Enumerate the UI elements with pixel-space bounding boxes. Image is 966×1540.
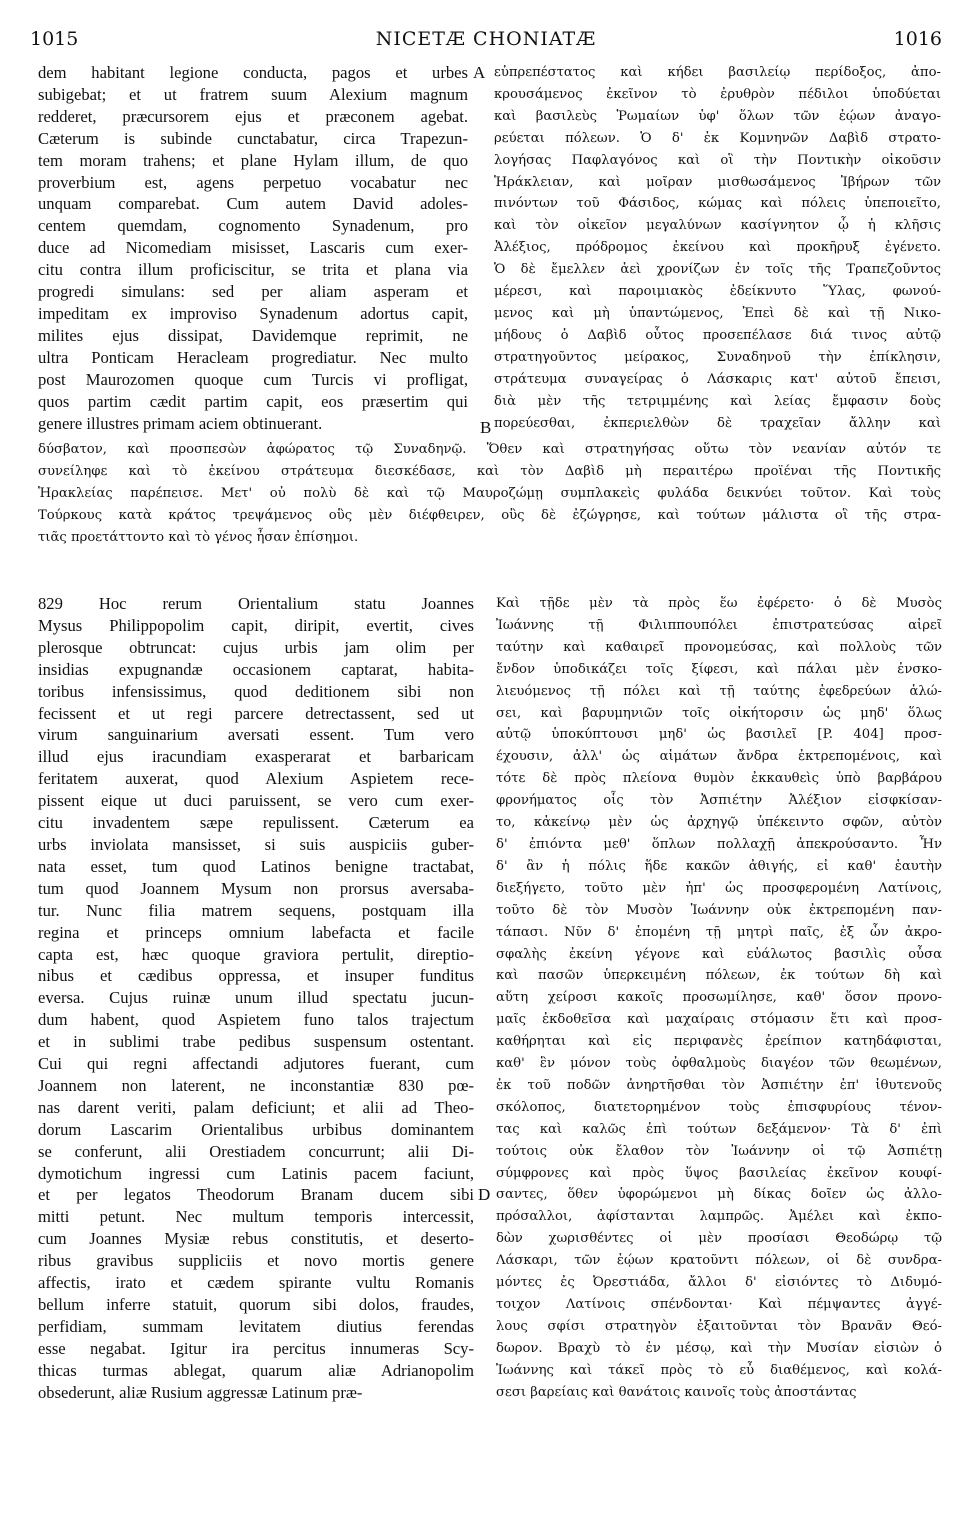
text-line: mitti petunt. Nec multum temporis intercessit, xyxy=(38,1207,474,1227)
text-line: pissent eique ut duci paruissent, se vero cum exer- xyxy=(38,791,474,811)
text-line: impeditam ex improviso Synadenum adortus capit, xyxy=(38,303,468,323)
latin-column-top xyxy=(38,62,468,434)
page-header xyxy=(30,26,942,52)
text-line: τότε δὲ πρὸς πλείονα θυμὸν ἐκκαυθεὶς ὑπὸ βαρβάρου xyxy=(496,771,942,787)
text-line: plerosque obtruncat: cujus urbis jam olim per xyxy=(38,637,474,657)
text-line: proverbium est, agens perpetuo vocabatur nec xyxy=(38,172,468,192)
text-line: τούτοις οὐκ ἔλαθον τὸν Ἰωάννην οἱ τῷ Ἀσπιέτῃ xyxy=(496,1143,942,1159)
text-line: se conferunt, alii Orestiadem concurrunt; alii Di- xyxy=(38,1141,474,1161)
text-line: έχουσιν, ἀλλ' ὡς αἱμάτων ἄνδρα ἐκτρεπομένοις, καὶ xyxy=(496,749,942,765)
text-line: ribus gravibus suppliciis et novo mortis genere xyxy=(38,1251,474,1271)
text-line: obsederunt, aliæ Rusium aggressæ Latinum præ- xyxy=(38,1382,363,1402)
text-line: τάπασι. Νῦν δ' ἑπομένη τῇ μητρὶ παῖς, ἐξ ὧν ἀκρο- xyxy=(496,924,942,940)
text-line: dem habitant legione conducta, pagos et urbes xyxy=(38,63,468,82)
text-line: καθήρηται καὶ εἰς περιφανὲς ἐρείπιον κατηδάφισται, xyxy=(496,1034,942,1050)
text-line: centem quemdam, cognomento Synadenum, pro xyxy=(38,216,468,236)
text-line: δ' ἐπιόντα μεθ' ὅπλων πολλαχῇ ἀπεκρούσαντο. Ἦν xyxy=(496,836,942,852)
text-line: insidias expugnandæ occasionem captarat, habita- xyxy=(38,659,474,679)
text-line: κρουσάμενος ἐκεῖνον τὸ ἐρυθρὸν πέδιλοι ὑποδύεται xyxy=(494,86,941,102)
text-line: σαντες, ὅθεν ὑφορώμενοι μὴ δίκας δοῖεν ὡς ἀλλο- xyxy=(496,1187,942,1203)
text-line: feritatem auxerat, quod Alexium Aspietem rece- xyxy=(38,769,474,789)
text-line: συνείληφε καὶ τὸ ἐκείνου στράτευμα διεσκέδασε, καὶ τὸν Δαβὶδ μὴ περαιτέρω προϊέναι τῆς Ποντικῆς xyxy=(38,463,941,479)
text-line: σκόλοπος, διατετορημένον τοὺς ἐπισφυρίους τένον- xyxy=(496,1099,942,1115)
text-line: capta est, hæc quoque graviora pertulit, direptio- xyxy=(38,944,474,964)
text-line: tum quod Joannem Mysum non prorsus aversaba- xyxy=(38,878,474,898)
text-line: καὶ πασῶν ὑπερκειμένη πόλεων, ἐκ τούτων δὴ καὶ xyxy=(496,968,942,984)
text-line: φρονήματος οἷς τὸν Ἀσπιέτην Ἀλέξιον εἰσφκίσαν- xyxy=(496,793,942,809)
text-line: nibus et cædibus oppressa, et insuper funditus xyxy=(38,966,474,986)
text-line: διὰ μὲν τῆς τετριμμένης καὶ λείας ἔμφασιν δοὺς xyxy=(494,393,941,409)
text-line: τοιχον Λατίνοις σπένδονται· Καὶ πέμψαντες ἀγγέ- xyxy=(496,1297,942,1312)
latin-column-bottom xyxy=(38,593,474,1404)
text-line: nas darent veriti, palam deficiunt; et alii ad Theo- xyxy=(38,1097,474,1117)
text-line: progredi simulans: sed per aliam asperam et xyxy=(38,282,468,302)
text-line: unquam comparebat. Cum autem David adoles- xyxy=(38,194,468,214)
text-line: regina et princeps omnium labefacta et facile xyxy=(38,922,474,942)
text-line: et in sublimi trabe pedibus suspensum ostentant. xyxy=(38,1032,474,1052)
text-line: dorum Lascarim Orientalibus urbibus dominantem xyxy=(38,1119,474,1139)
text-line: 829 Hoc rerum Orientalium statu Joannes xyxy=(38,594,474,613)
text-line: Ἀλέξιος, πρόδρομος ἐκείνου καὶ προκῆρυξ ἐγένετο. xyxy=(494,240,941,256)
text-line: et per legatos Theodorum Branam ducem sibi xyxy=(38,1185,474,1205)
text-line: μόντες ἐς Ὀρεστιάδα, ἄλλοι δ' εἰσιόντες τὸ Διδυμό- xyxy=(496,1275,942,1291)
text-line: τας καὶ καλῶς ἐπὶ τούτων δεξάμενον· Τὰ δ' ἐπὶ xyxy=(496,1121,942,1137)
text-line: Cui qui regni affectandi adjutores fuerant, cum xyxy=(38,1054,474,1074)
text-line: καθ' ἓν μόνον τοὺς ὀφθαλμοὺς διαγέον τῶν θεωμένων, xyxy=(496,1056,942,1072)
text-line: nata esset, tum quod Latinos benigne tractabat, xyxy=(38,856,474,876)
text-line: Cæterum is subinde cunctabatur, circa Trapezun- xyxy=(38,128,468,148)
page-number-right: 1016 xyxy=(893,28,942,50)
text-line: illud ejus iracundiam exasperarat et barbaricam xyxy=(38,747,474,767)
text-line: καὶ τὸν οἰκεῖον μεγαλύνων κασίγνητον ᾧ ἡ κλῆσις xyxy=(494,218,941,234)
text-line: τοῦτο δὲ τὸν Μυσὸν Ἰωάννην οὐκ ἐκτρεπομένη παν- xyxy=(496,902,942,918)
text-line: dymotichum ingressi cum Latinis pacem faciunt, xyxy=(38,1163,474,1183)
text-line: δωρον. Βραχὺ τὸ ἐν μέσῳ, καὶ τὴν Μυσίαν εἰσιὼν ὁ xyxy=(496,1340,942,1356)
text-line: Ἡρακλείας παρέπεισε. Μετ' οὐ πολὺ δὲ καὶ τῷ Μαυροζώμῃ συμπλακεὶς φυλάδα δεικνύει τοῦτον. Καὶ τοὺς xyxy=(38,485,941,501)
text-line: bellum inferre statuit, quorum sibi dolos, fraudes, xyxy=(38,1295,474,1314)
text-line: tur. Nunc filia matrem sequens, postquam illa xyxy=(38,900,474,920)
text-line: Ἰωάννης τῇ Φιλιππουπόλει ἐπιστρατεύσας αἱρεῖ xyxy=(496,617,942,633)
text-line: δύσβατον, καὶ προσπεσὼν ἀφώρατος τῷ Συναδηνῷ. Ὅθεν καὶ στρατηγήσας οὕτω τὸν νεανίαν αὐτόν τε xyxy=(38,442,941,457)
margin-marker-b: B xyxy=(480,418,492,437)
text-line: δὼν χωρισθέντες οἱ μὲν προσίασι Θεοδώρῳ τῷ xyxy=(496,1231,942,1247)
text-line: ultra Ponticam Heracleam progrediatur. Nec multo xyxy=(38,347,468,367)
text-line: μαῖς ἐκδοθεῖσα καὶ μαχαίραις στόμασιν ἔτι καὶ προσ- xyxy=(496,1012,942,1028)
text-line: Ὁ δὲ ἔμελλεν ἀεὶ χρονίζων ἐν τοῖς τῆς Τραπεζοῦντος xyxy=(494,262,941,278)
text-line: λιευόμενος τῇ πόλει καὶ τῇ ταύτης ἐφεδρεύων ἁλώ- xyxy=(496,683,942,699)
text-line: Ἰωάννης καὶ τάκεῖ πρὸς τὸ εὖ διαθέμενος, καὶ κολά- xyxy=(496,1362,942,1378)
margin-marker-a: A xyxy=(473,63,486,82)
running-title: NICETÆ CHONIATÆ xyxy=(375,28,597,50)
text-line: το, κἀκείνῳ μὲν ὡς ἀρχηγῷ ὑπέκειντο σφῶν, αὐτὸν xyxy=(496,815,942,831)
text-line: αὕτη χείροσι κακοῖς προσωμίλησε, καθ' ὅσον προνο- xyxy=(496,990,942,1006)
text-line: μήδους ὁ Δαβὶδ οὗτος προσεπέλασε διά τινος αὐτῷ xyxy=(494,327,941,343)
text-line: affectis, irato et cædem spirante vultu Romanis xyxy=(38,1273,474,1293)
text-line: tem moram trahens; et plane Hylam illum, de quo xyxy=(38,150,468,170)
text-line: σύμφρονες καὶ πρὸς ὕψος βασιλείας ἐκεῖνον κουφί- xyxy=(496,1165,942,1181)
text-line: λους σφίσι στρατηγὸν ἐξαιτοῦνται τὸν Βρανᾶν Θεό- xyxy=(496,1318,942,1334)
text-line: εὐπρεπέστατος καὶ κήδει βασιλείῳ περίδοξος, ἀπο- xyxy=(494,65,941,80)
text-line: perfidiam, summam levitatem diutius ferendas xyxy=(38,1316,474,1336)
text-line: ρεύεται πόλεων. Ὁ δ' ἐκ Κομνηνῶν Δαβὶδ στρατο- xyxy=(494,130,941,146)
text-line: cum Joannes Mysiæ rebus constitutis, et deserto- xyxy=(38,1229,474,1249)
text-line: Joannem non laterent, ne inconstantiæ 830 pœ- xyxy=(38,1075,474,1095)
text-line: dum habent, quod Aspietem funo talos trajectum xyxy=(38,1010,474,1030)
text-line: σει, καὶ βαρυμηνιῶν τοῖς οἰκήτορσιν ὡς μηδ' ὅλως xyxy=(496,705,942,721)
page-number-left: 1015 xyxy=(30,28,79,50)
text-line: μέρεσι, καὶ παροιμιακὸς ἐδείκνυτο Ὕλας, φωνού- xyxy=(494,284,941,300)
greek-column-top xyxy=(494,62,941,434)
text-line: redderet, præcursorem ejus et præconem agebat. xyxy=(38,106,468,126)
text-line: στράτευμα συναγείρας ὁ Λάσκαρις κατ' αὐτοῦ ἔπεισι, xyxy=(494,371,941,387)
text-line: post Maurozomen quoque cum Turcis vi profligat, xyxy=(38,369,468,389)
text-line: Λάσκαρι, τῶν ἑῴων κρατοῦντι πόλεων, οἱ δὲ συνδρα- xyxy=(496,1253,942,1269)
margin-marker-d: D xyxy=(478,1185,491,1204)
text-line: Καὶ τῇδε μὲν τὰ πρὸς ἕω ἐφέρετο· ὁ δὲ Μυσὸς xyxy=(496,596,942,611)
greek-full-width-block xyxy=(38,439,941,549)
text-line: μενος καὶ μὴ ὑπαντώμενος, Ἐπεὶ δὲ καὶ τῇ Νικο- xyxy=(494,305,941,321)
text-line: ἔνδον ὑποδικάζει τοῖς ξίφεσι, καὶ πάλαι μὲν ἐνσκο- xyxy=(496,661,942,677)
text-line: σεσι βαρείαις καὶ θανάτοις καινοῖς τοὺς ἀποστάντας xyxy=(496,1384,857,1400)
text-line: citu invadentem sæpe repulissent. Cæterum ea xyxy=(38,813,474,833)
text-line: καὶ βασιλεὺς Ῥωμαίων ὑφ' ὅλων τῶν ἐῴων ἀναγο- xyxy=(494,108,941,124)
text-line: πορεύεσθαι, ἐκπεριελθὼν δὲ τραχεῖαν ἄλλην καὶ xyxy=(494,415,941,431)
text-line: ἐκ τοῦ ποδῶν ἀνηρτῆσθαι τὸν Ἀσπιέτην ἐπ' ἰθυτενοῦς xyxy=(496,1077,942,1093)
text-line: subigebat; et ut fratrem suum Alexium magnum xyxy=(38,84,468,104)
text-line: σφαλὴς ἐκείνη γέγονε καὶ εὐάλωτος βασιλὶς οὖσα xyxy=(496,946,942,962)
text-line: αὐτῷ ὑποκύπτουσι μηδ' ὡς βασιλεῖ [P. 404] προσ- xyxy=(496,727,942,743)
text-line: λογήσας Παφλαγόνος καὶ οἳ τὴν Ποντικὴν οἰκοῦσιν xyxy=(494,152,941,168)
text-line: τιᾶς προετάττοντο καὶ τὸ γένος ἦσαν ἐπίσημοι. xyxy=(38,529,359,545)
text-line: πρόσαλλοι, ἀφίστανται λαμπρῶς. Ἀμέλει καὶ ἐκπο- xyxy=(496,1209,942,1225)
text-line: δ' ἂν ἡ πόλις ἥδε κακῶν ἀθιγής, εἰ καθ' ἑαυτὴν xyxy=(496,858,942,874)
text-line: esse negabat. Igitur ira percitus innumeras Scy- xyxy=(38,1338,474,1358)
text-line: virum sanguinarium aversati essent. Tum vero xyxy=(38,725,474,745)
text-line: fecissent et ut regi parcere detrectassent, sed ut xyxy=(38,703,474,723)
text-line: Τούρκους κατὰ κράτος τρεψάμενος οὓς μὲν διέφθειρεν, οὓς δὲ ἐζώγρησε, καὶ τούτων μάλιστα οἳ τῆς στρα- xyxy=(38,507,941,523)
text-line: toribus infensissimus, quod deditionem sibi non xyxy=(38,681,474,701)
text-line: πινόντων τοῦ Φάσιδος, κώμας καὶ πόλεις ὑπεποιεῖτο, xyxy=(494,196,941,212)
text-line: urbs inviolata mansisset, si suis auspiciis guber- xyxy=(38,834,474,854)
text-line: διεξήγετο, τοῦτο μὲν ἠπ' ὡς προσφερομένη Λατίνοις, xyxy=(496,880,942,896)
greek-column-bottom xyxy=(496,593,942,1404)
text-line: eversa. Cujus ruinæ unum illud spectatu jucun- xyxy=(38,988,474,1008)
text-line: quos partim cædit partim capit, eos præsertim qui xyxy=(38,391,468,411)
text-line: Mysus Philippopolim capit, diripit, evertit, cives xyxy=(38,615,474,635)
text-line: στρατηγοῦντος μείρακος, Συναδηνοῦ τὴν ἐπίκλησιν, xyxy=(494,349,941,365)
text-line: Ἡράκλειαν, καὶ μοῖραν μισθωσάμενος Ἰβήρων τῶν xyxy=(494,174,941,190)
text-line: duce ad Nicomediam misisset, Lascaris cum exer- xyxy=(38,238,468,258)
text-line: thicas turmas ablegat, quarum aliæ Adrianopolim xyxy=(38,1360,474,1380)
text-line: ταύτην καὶ καθαιρεῖ προνομεύσας, καὶ πολλοὺς τῶν xyxy=(496,639,942,655)
text-line: milites ejus dissipat, Davidemque reprimit, ne xyxy=(38,325,468,345)
text-line: genere illustres primam aciem obtinuerant. xyxy=(38,413,323,433)
text-line: citu contra illum proficiscitur, se trita et plana via xyxy=(38,260,468,280)
